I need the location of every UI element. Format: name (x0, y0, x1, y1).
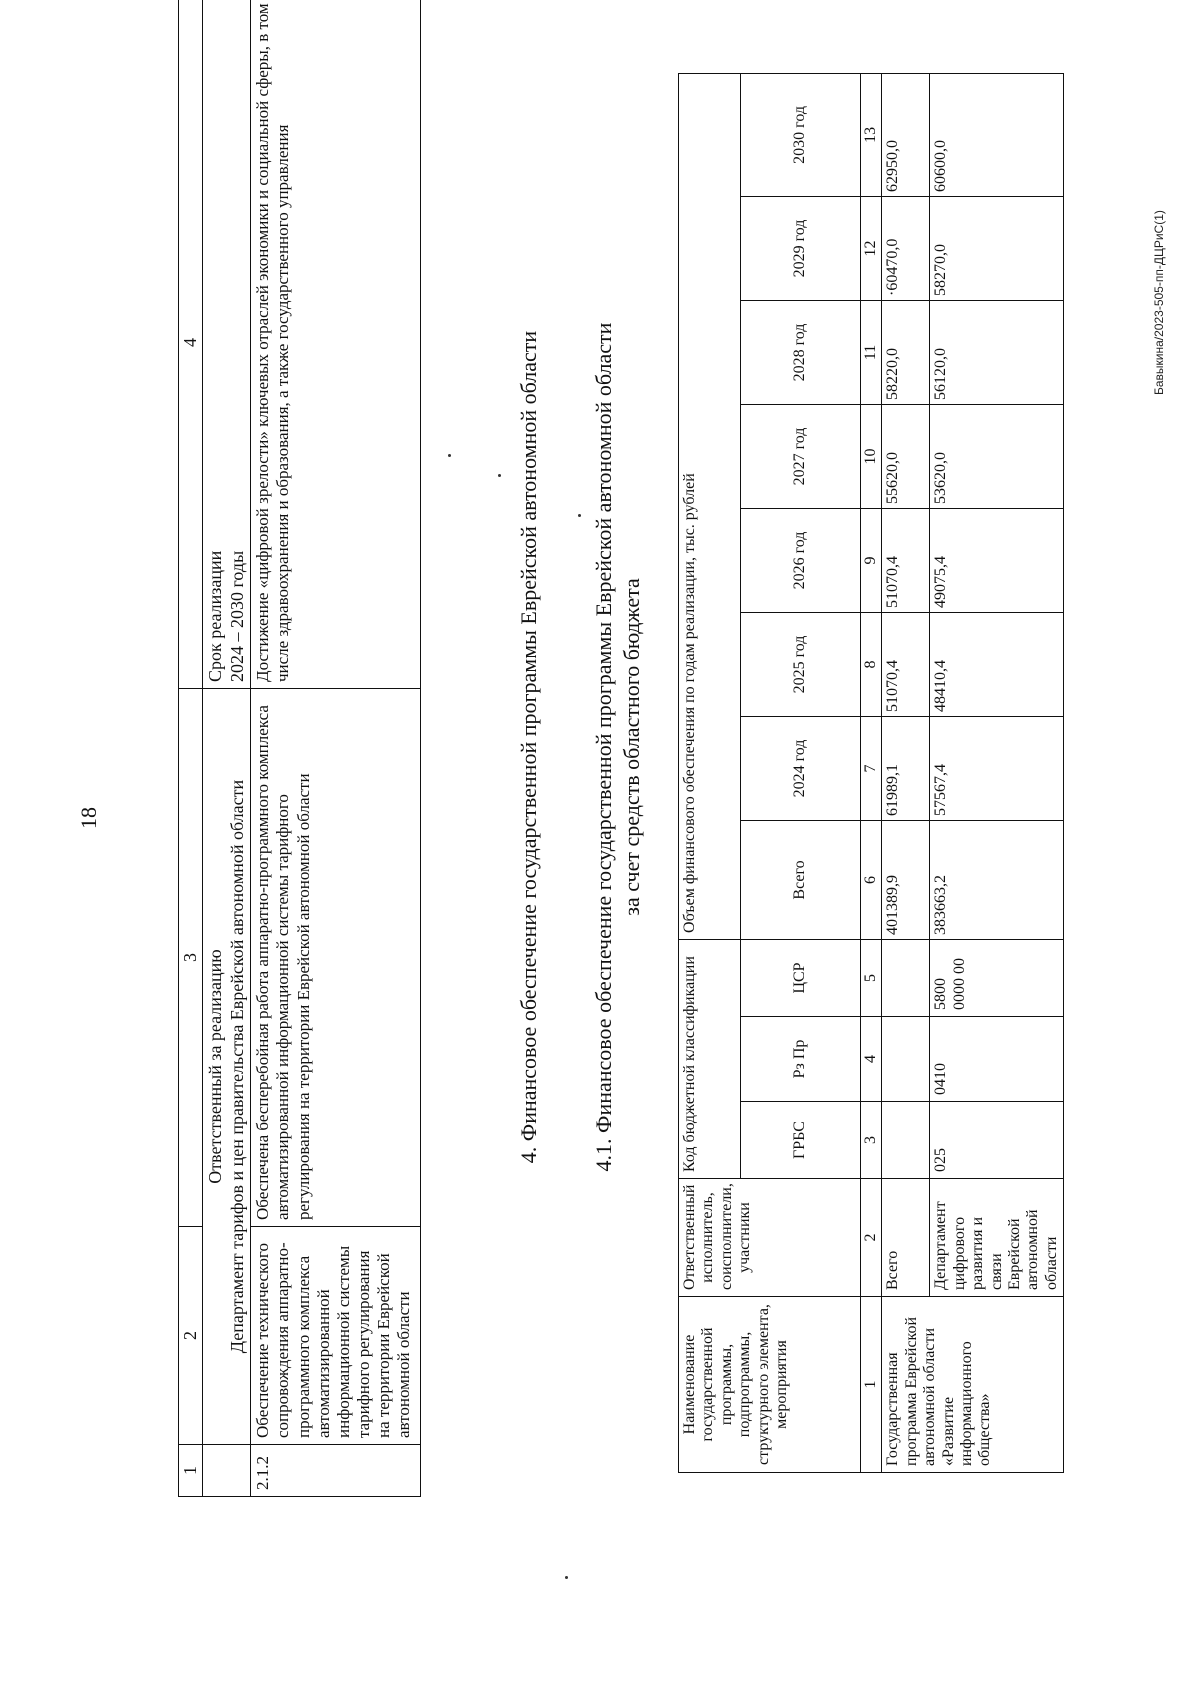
period-label: Срок реализации (205, 550, 226, 682)
head-name: Наименование государственной программы, подпрограммы, структурного элемента, мероприятия (679, 1297, 861, 1473)
scan-speck (578, 514, 581, 517)
row-value: 62950,0 (882, 73, 930, 196)
colnum: 4 (861, 1017, 882, 1102)
activities-table (178, 0, 421, 1497)
head-year-2024: 2024 год (741, 716, 861, 820)
head-year-2029: 2029 год (741, 196, 861, 300)
table1-col-4: 4 (179, 0, 203, 689)
program-name: Государственная программа Еврейской автономной области «Развитие информационного общества» (882, 1297, 1064, 1473)
head-year-2030: 2030 год (741, 73, 861, 196)
head-budget-code: Код бюджетной классификации (679, 939, 741, 1178)
colnum: 9 (861, 508, 882, 612)
row-value: 60600,0 (930, 73, 1064, 196)
page-number: 18 (76, 807, 101, 829)
table2-row-department (930, 73, 1064, 1472)
row-csr: 5800 0000 00 (930, 939, 1064, 1016)
table1-col-3: 3 (179, 689, 203, 1227)
table1-row-2-1-2 (251, 0, 421, 1497)
row-grbs: 025 (930, 1102, 1064, 1179)
footer-document-code: Бавыкина/2023-505-пп-ДЦРиС(1) (1152, 210, 1166, 395)
colnum: 2 (861, 1179, 882, 1297)
colnum: 8 (861, 612, 882, 716)
head-year-2026: 2026 год (741, 508, 861, 612)
table1-section-empty (203, 1445, 251, 1497)
head-rzpr: Рз Пр (741, 1017, 861, 1102)
colnum: 6 (861, 820, 882, 939)
responsible-label: Ответственный за реализацию (205, 949, 226, 1184)
row-number: 2.1.2 (251, 1445, 421, 1497)
table2-column-numbers (861, 73, 882, 1472)
heading-4-1-line1: 4.1. Финансовое обеспечение государственной программы Еврейской автономной области (591, 322, 616, 1172)
table1-header-row (179, 0, 203, 1497)
row-link: Достижение «цифровой зрелости» ключевых отраслей экономики и социальной сферы, в том числе здравоохранения и образования, а также государственного управления (251, 0, 421, 689)
row-value: 58270,0 (930, 196, 1064, 300)
head-year-2028: 2028 год (741, 300, 861, 404)
section-heading-4: 4. Финансовое обеспечение государственной программы Еврейской автономной области (516, 330, 541, 1164)
table2-row-total (882, 73, 930, 1472)
scan-speck (448, 454, 451, 457)
head-volume: Объем финансового обеспечения по годам реализации, тыс. рублей (679, 73, 741, 939)
row-value: 55620,0 (882, 404, 930, 508)
row-rzpr (882, 1017, 930, 1102)
row-exec: Департамент цифрового развития и связи Еврейской автономной области (930, 1179, 1064, 1297)
row-value: ·60470,0 (882, 196, 930, 300)
row-value: 51070,4 (882, 612, 930, 716)
table1-col-1: 1 (179, 1445, 203, 1497)
row-value: 49075,4 (930, 508, 1064, 612)
row-task: Обеспечение технического сопровождения аппаратно-программного комплекса автоматизированной информационной системы тарифного регулирования на территории Еврейской автономной области (251, 1227, 421, 1445)
row-value: 56120,0 (930, 300, 1064, 404)
colnum: 7 (861, 716, 882, 820)
responsible-name: Департамент тарифов и цен правительства Еврейской автономной области (226, 779, 247, 1354)
table1-responsible-cell (203, 689, 251, 1445)
row-value: 383663,2 (930, 820, 1064, 939)
head-year-2025: 2025 год (741, 612, 861, 716)
row-result: Обеспечена бесперебойная работа аппаратно-программного комплекса автоматизированной информационной системы тарифного регулирования на территории Еврейской автономной области (251, 689, 421, 1227)
row-grbs (882, 1102, 930, 1179)
row-csr (882, 939, 930, 1016)
table1-col-2: 2 (179, 1227, 203, 1445)
financing-table (678, 73, 1064, 1473)
row-value: 401389,9 (882, 820, 930, 939)
row-value: 57567,4 (930, 716, 1064, 820)
heading-4-1-line2: за счет средств областного бюджета (619, 578, 645, 916)
row-rzpr: 0410 (930, 1017, 1064, 1102)
colnum: 11 (861, 300, 882, 404)
head-executor: Ответственный исполнитель, соисполнители, участники (679, 1179, 861, 1297)
row-value: 51070,4 (882, 508, 930, 612)
colnum: 3 (861, 1102, 882, 1179)
head-year-2027: 2027 год (741, 404, 861, 508)
scan-speck (498, 474, 501, 477)
scan-speck (565, 1576, 568, 1579)
row-value: 53620,0 (930, 404, 1064, 508)
row-exec: Всего (882, 1179, 930, 1297)
table1-period-cell (203, 0, 251, 689)
colnum: 10 (861, 404, 882, 508)
colnum: 13 (861, 73, 882, 196)
table1-section-row (203, 0, 251, 1497)
head-grbs: ГРБС (741, 1102, 861, 1179)
row-value: 58220,0 (882, 300, 930, 404)
row-value: 48410,4 (930, 612, 1064, 716)
period-value: 2024 – 2030 годы (226, 550, 247, 682)
head-total: Всего (741, 820, 861, 939)
colnum: 12 (861, 196, 882, 300)
colnum: 1 (861, 1297, 882, 1473)
row-value: 61989,1 (882, 716, 930, 820)
colnum: 5 (861, 939, 882, 1016)
section-heading-4-1 (590, 0, 646, 1497)
head-csr: ЦСР (741, 939, 861, 1016)
table2-header-row-1 (679, 73, 741, 1472)
